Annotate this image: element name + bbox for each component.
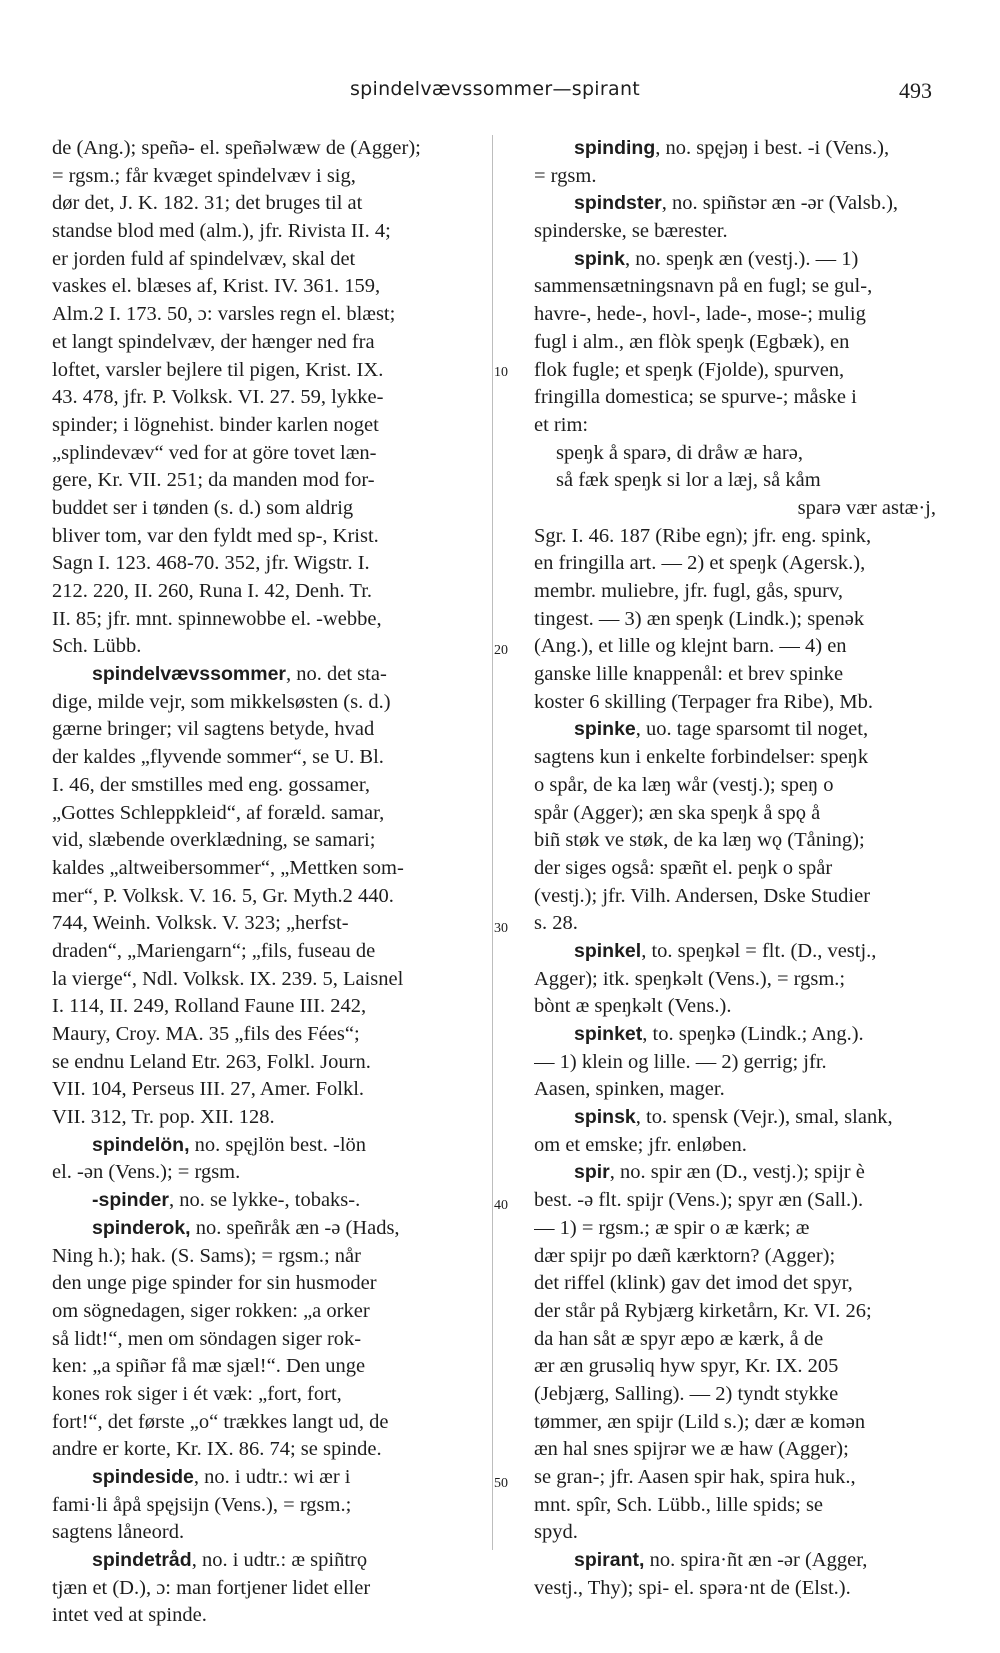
- right-line: Sgr. I. 46. 187 (Ribe egn); jfr. eng. spink,: [534, 524, 872, 547]
- left-line: spinderok, no. speñråk æn -ə (Hads,: [92, 1216, 400, 1239]
- right-line: mnt. spîr, Sch. Lübb., lille spids; se: [534, 1493, 824, 1516]
- left-line: I. 46, der smstilles med eng. gossamer,: [52, 773, 371, 796]
- right-line: sparə vær astæ·j,: [797, 496, 936, 519]
- right-line: spink, no. speŋk æn (vestj.). — 1): [574, 247, 859, 270]
- left-line: mer“, P. Volksk. V. 16. 5, Gr. Myth.2 440.: [52, 884, 394, 907]
- left-line: 744, Weinh. Volksk. V. 323; „herfst-: [52, 912, 349, 935]
- left-line: „Gottes Schleppkleid“, af foræld. samar,: [52, 801, 385, 824]
- right-line: sagtens kun i enkelte forbindelser: speŋk: [534, 746, 869, 769]
- right-line: ær æn grusəliq hyw spyr, Kr. IX. 205: [534, 1355, 839, 1378]
- right-line: fringilla domestica; se spurve-; måske i: [534, 386, 857, 409]
- right-line: spyd.: [534, 1521, 578, 1544]
- left-line: Sagn I. 123. 468-70. 352, jfr. Wigstr. I.: [52, 552, 370, 575]
- line-number: 10: [494, 365, 508, 380]
- right-line: flok fugle; et speŋk (Fjolde), spurven,: [534, 358, 845, 381]
- left-line: kaldes „altweibersommer“, „Mettken som-: [52, 856, 404, 879]
- left-line: et langt spindelvæv, der hænger ned fra: [52, 330, 375, 353]
- right-line: spinderske, se bærester.: [534, 220, 728, 243]
- left-line: spindetråd, no. i udtr.: æ spiñtrǫ: [92, 1549, 368, 1572]
- right-line: fugl i alm., æn flòk speŋk (Egbæk), en: [534, 330, 850, 353]
- left-line: de (Ang.); speñə- el. speñəlwæw de (Agger);: [52, 137, 421, 159]
- right-line: da han såt æ spyr æpo æ kærk, å de: [534, 1327, 824, 1350]
- right-line: spirant, no. spira·ñt æn -ər (Agger,: [574, 1549, 868, 1572]
- left-line: vid, slæbende overklædning, se samari;: [52, 829, 376, 852]
- left-line: om sögnedagen, siger rokken: „a orker: [52, 1299, 370, 1322]
- right-line: æn hal snes spijrər we æ haw (Agger);: [534, 1438, 849, 1461]
- left-line: I. 114, II. 249, Rolland Faune III. 242,: [52, 995, 367, 1018]
- right-line: — 1) klein og lille. — 2) gerrig; jfr.: [534, 1050, 827, 1073]
- right-line: vestj., Thy); spi- el. spəra·nt de (Elst.).: [534, 1576, 851, 1599]
- left-line: spindeside, no. i udtr.: wi ær i: [92, 1466, 351, 1488]
- right-line: biñ støk ve støk, de ka læŋ wǫ (Tåning);: [534, 829, 865, 852]
- column-divider: [492, 135, 493, 1550]
- left-line: fort!“, det første „o“ trækkes langt ud, de: [52, 1410, 389, 1433]
- page-number: 493: [899, 78, 932, 103]
- right-line: speŋk å sparə, di dråw æ harə,: [556, 441, 803, 464]
- right-line: (Jebjærg, Salling). — 2) tyndt stykke: [534, 1382, 839, 1405]
- left-line: andre er korte, Kr. IX. 86. 74; se spinde.: [52, 1438, 382, 1461]
- right-line: der siges også: spæñt el. peŋk o spår: [534, 856, 833, 879]
- left-line: bliver tom, var den fyldt med sp-, Krist.: [52, 524, 379, 547]
- left-line: sagtens låneord.: [52, 1521, 185, 1544]
- right-line: spinsk, to. spensk (Vejr.), smal, slank,: [574, 1106, 893, 1129]
- left-line: spinder; i lögnehist. binder karlen noget: [52, 413, 379, 436]
- left-line: tjæn et (D.), ɔ: man fortjener lidet eller: [52, 1576, 371, 1599]
- right-line: bònt æ speŋkəlt (Vens.).: [534, 995, 732, 1018]
- right-line: = rgsm.: [534, 164, 597, 187]
- right-line: så fæk speŋk si lor a læj, så kåm: [556, 469, 821, 492]
- line-number: 20: [494, 643, 508, 658]
- left-line: Ning h.); hak. (S. Sams); = rgsm.; når: [52, 1244, 361, 1267]
- left-line: så lidt!“, men om söndagen siger rok-: [52, 1327, 362, 1350]
- right-line: sammensætningsnavn på en fugl; se gul-,: [534, 275, 873, 298]
- right-line: spinke, uo. tage sparsomt til noget,: [574, 718, 869, 741]
- left-line: el. -ən (Vens.); = rgsm.: [52, 1161, 241, 1184]
- right-line: membr. muliebre, jfr. fugl, gås, spurv,: [534, 580, 843, 602]
- left-line: spindelvævssommer, no. det sta-: [92, 663, 387, 686]
- left-line: VII. 104, Perseus III. 27, Amer. Folkl.: [52, 1078, 365, 1101]
- left-line: la vierge“, Ndl. Volksk. IX. 239. 5, Laisnel: [52, 967, 404, 990]
- right-line: — 1) = rgsm.; æ spir o æ kærk; æ: [534, 1216, 810, 1239]
- right-line: spinket, to. speŋkə (Lindk.; Ang.).: [574, 1023, 864, 1045]
- right-line: havre-, hede-, hovl-, lade-, mose-; mulig: [534, 303, 866, 326]
- right-line: spinding, no. spęjəŋ i best. -i (Vens.),: [574, 137, 890, 159]
- right-line: Agger); itk. speŋkəlt (Vens.), = rgsm.;: [534, 967, 846, 990]
- left-line: Maury, Croy. MA. 35 „fils des Fées“;: [52, 1023, 360, 1045]
- line-number: 40: [494, 1198, 508, 1213]
- right-line: (vestj.); jfr. Vilh. Andersen, Dske Studier: [534, 884, 871, 907]
- right-line: o spår, de ka læŋ wår (vestj.); speŋ o: [534, 773, 834, 796]
- left-line: vaskes el. blæses af, Krist. IV. 361. 159,: [52, 275, 381, 298]
- left-line: Sch. Lübb.: [52, 635, 142, 658]
- right-line: spindster, no. spiñstər æn -ər (Valsb.),: [574, 192, 899, 215]
- right-line: spir, no. spir æn (D., vestj.); spijr è: [574, 1161, 865, 1184]
- right-column: [534, 135, 944, 1602]
- left-line: buddet ser i tønden (s. d.) som aldrig: [52, 496, 354, 519]
- line-number: 30: [494, 921, 508, 936]
- left-line: draden“, „Mariengarn“; „fils, fuseau de: [52, 939, 376, 962]
- left-line: ken: „a spiñər få mæ sjæl!“. Den unge: [52, 1355, 366, 1378]
- right-line: koster 6 skilling (Terpager fra Ribe), Mb.: [534, 690, 874, 713]
- line-number: 50: [494, 1476, 508, 1491]
- running-head: spindelvævssommer—spirant: [349, 78, 641, 100]
- left-line: er jorden fuld af spindelvæv, skal det: [52, 247, 356, 270]
- right-line: spår (Agger); æn ska speŋk å spǫ å: [534, 801, 821, 824]
- right-line: (Ang.), et lille og klejnt barn. — 4) en: [534, 635, 847, 658]
- left-line: se endnu Leland Etr. 263, Folkl. Journ.: [52, 1050, 371, 1073]
- left-line: „splindevæv“ ved for at göre tovet læn-: [52, 441, 377, 464]
- right-line: tingest. — 3) æn speŋk (Lindk.); spenək: [534, 607, 865, 630]
- left-line: Alm.2 I. 173. 50, ɔ: varsles regn el. blæst;: [52, 303, 396, 326]
- right-line: tømmer, æn spijr (Lild s.); dær æ komən: [534, 1410, 866, 1433]
- left-line: der kaldes „flyvende sommer“, se U. Bl.: [52, 746, 384, 769]
- left-line: loftet, varsler bejlere til pigen, Krist. IX.: [52, 358, 384, 381]
- left-line: spindelön, no. spęjlön best. -lön: [92, 1133, 367, 1156]
- right-line: s. 28.: [534, 912, 578, 935]
- right-line: et rim:: [534, 413, 589, 436]
- left-line: standse blod med (alm.), jfr. Rivista II. 4;: [52, 220, 391, 243]
- left-line: dør det, J. K. 182. 31; det bruges til at: [52, 192, 363, 215]
- right-line: ganske lille knappenål: et brev spinke: [534, 663, 844, 686]
- right-line: en fringilla art. — 2) et speŋk (Agersk.),: [534, 552, 866, 575]
- left-line: dige, milde vejr, som mikkelsøsten (s. d.): [52, 690, 391, 713]
- left-line: intet ved at spinde.: [52, 1604, 207, 1627]
- left-line: kones rok siger i ét væk: „fort, fort,: [52, 1382, 342, 1405]
- left-line: den unge pige spinder for sin husmoder: [52, 1272, 377, 1295]
- left-line: gærne bringer; vil sagtens betyde, hvad: [52, 718, 375, 741]
- right-line: det riffel (klink) gav det imod det spyr,: [534, 1272, 853, 1295]
- left-line: gere, Kr. VII. 251; da manden mod for-: [52, 469, 375, 492]
- right-line: om et emske; jfr. enløben.: [534, 1133, 747, 1156]
- left-column: [52, 135, 480, 1630]
- left-line: fami·li åpå spęjsijn (Vens.), = rgsm.;: [52, 1493, 352, 1516]
- left-line: -spinder, no. se lykke-, tobaks-.: [92, 1189, 361, 1212]
- right-line: best. -ə flt. spijr (Vens.); spyr æn (Sall.).: [534, 1189, 864, 1212]
- right-line: spinkel, to. speŋkəl = flt. (D., vestj.,: [574, 939, 877, 962]
- right-line: se gran-; jfr. Aasen spir hak, spira huk.,: [534, 1466, 856, 1488]
- left-line: II. 85; jfr. mnt. spinnewobbe el. -webbe,: [52, 607, 382, 630]
- left-line: VII. 312, Tr. pop. XII. 128.: [52, 1106, 275, 1129]
- right-line: Aasen, spinken, mager.: [534, 1078, 725, 1101]
- page-header: [0, 78, 1000, 108]
- left-line: 43. 478, jfr. P. Volksk. VI. 27. 59, lykke-: [52, 386, 384, 409]
- right-line: der står på Rybjærg kirketårn, Kr. VI. 26;: [534, 1299, 872, 1322]
- right-line: dær spijr po dæñ kærktorn? (Agger);: [534, 1244, 836, 1267]
- left-line: = rgsm.; får kvæget spindelvæv i sig,: [52, 164, 356, 187]
- left-line: 212. 220, II. 260, Runa I. 42, Denh. Tr.: [52, 580, 373, 602]
